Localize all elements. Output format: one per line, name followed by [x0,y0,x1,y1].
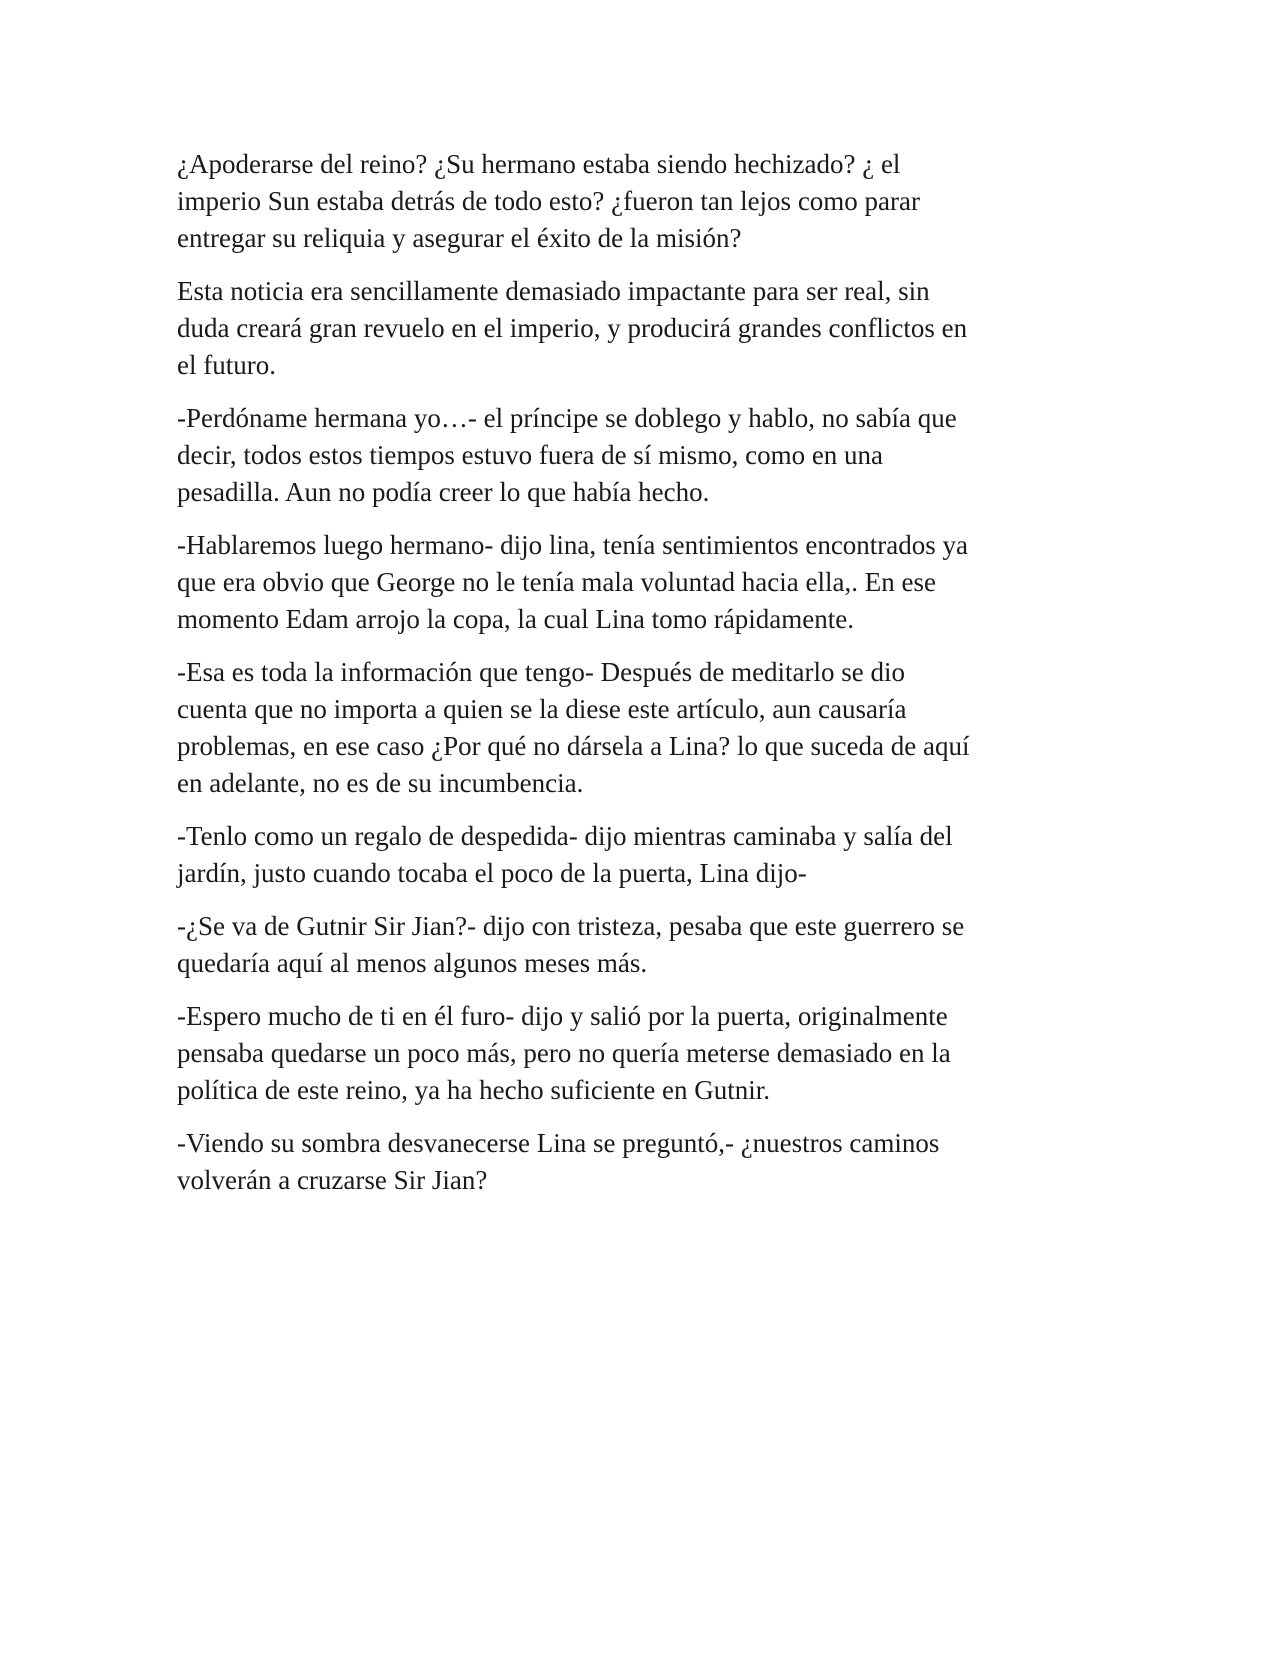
paragraph-3 [177,400,1102,511]
document-body [177,146,1102,1215]
text-line: entregar su reliquia y asegurar el éxito de la misión? [177,223,742,253]
text-line: que era obvio que George no le tenía mala voluntad hacia ella,. En ese [177,567,936,597]
text-line: -Espero mucho de ti en él furo- dijo y salió por la puerta, originalmente [177,1001,948,1031]
text-line: problemas, en ese caso ¿Por qué no dársela a Lina? lo que suceda de aquí [177,731,970,761]
text-line: volverán a cruzarse Sir Jian? [177,1165,488,1195]
text-line: en adelante, no es de su incumbencia. [177,768,584,798]
text-line: ¿Apoderarse del reino? ¿Su hermano estaba siendo hechizado? ¿ el [177,149,901,179]
text-line: duda creará gran revuelo en el imperio, y producirá grandes conflictos en [177,313,968,343]
text-line: -Esa es toda la información que tengo- Después de meditarlo se dio [177,657,906,687]
text-line: -Perdóname hermana yo…- el príncipe se doblego y hablo, no sabía que [177,403,957,433]
text-line: -Viendo su sombra desvanecerse Lina se preguntó,- ¿nuestros caminos [177,1128,940,1158]
paragraph-2 [177,273,1102,384]
text-line: el futuro. [177,350,276,380]
paragraph-4 [177,527,1102,638]
text-line: -¿Se va de Gutnir Sir Jian?- dijo con tristeza, pesaba que este guerrero se [177,911,965,941]
paragraph-7 [177,908,1102,982]
text-line: pensaba quedarse un poco más, pero no quería meterse demasiado en la [177,1038,951,1068]
text-line: quedaría aquí al menos algunos meses más. [177,948,648,978]
text-line: política de este reino, ya ha hecho suficiente en Gutnir. [177,1075,771,1105]
text-line: jardín, justo cuando tocaba el poco de la puerta, Lina dijo- [177,858,807,888]
text-line: -Tenlo como un regalo de despedida- dijo mientras caminaba y salía del [177,821,953,851]
text-line: pesadilla. Aun no podía creer lo que había hecho. [177,477,710,507]
text-line: cuenta que no importa a quien se la diese este artículo, aun causaría [177,694,907,724]
paragraph-9 [177,1125,1102,1199]
paragraph-5 [177,654,1102,802]
paragraph-6 [177,818,1102,892]
paragraph-1 [177,146,1102,257]
text-line: momento Edam arrojo la copa, la cual Lina tomo rápidamente. [177,604,855,634]
text-line: -Hablaremos luego hermano- dijo lina, tenía sentimientos encontrados ya [177,530,969,560]
text-line: imperio Sun estaba detrás de todo esto? ¿fueron tan lejos como parar [177,186,921,216]
text-line: Esta noticia era sencillamente demasiado impactante para ser real, sin [177,276,930,306]
text-line: decir, todos estos tiempos estuvo fuera de sí mismo, como en una [177,440,884,470]
paragraph-8 [177,998,1102,1109]
